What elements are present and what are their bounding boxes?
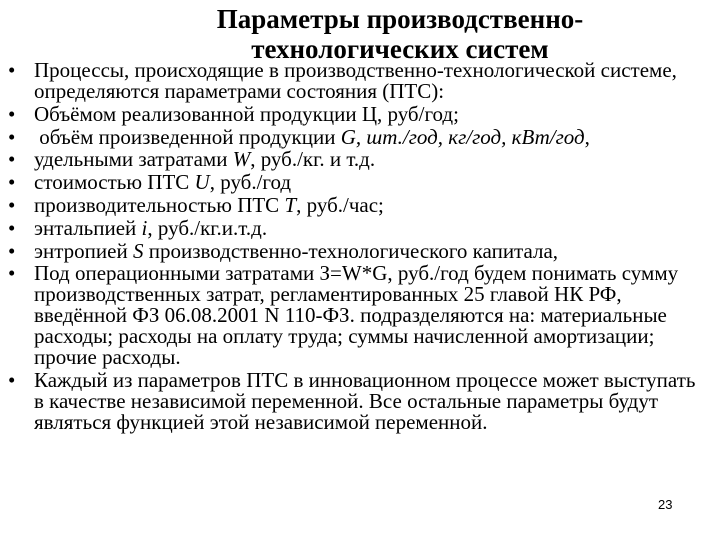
item-text: , руб./кг.и.т.д.	[147, 215, 268, 240]
list-item	[8, 370, 708, 433]
item-text: объём произведенной продукции	[34, 124, 341, 149]
list-item	[8, 124, 708, 149]
bullet-icon: •	[8, 368, 16, 393]
title-line-1: Параметры производственно-	[216, 4, 584, 34]
bullet-icon: •	[8, 215, 16, 240]
item-emphasis: Т	[284, 192, 297, 217]
item-text: , руб./час;	[296, 192, 384, 217]
item-text: Объёмом реализованной продукции Ц, руб/год;	[34, 101, 459, 126]
list-item	[8, 238, 708, 263]
item-text: производительностью ПТС	[34, 192, 285, 217]
bullet-icon: •	[8, 124, 16, 149]
slide-title	[120, 4, 680, 64]
list-item	[8, 60, 708, 102]
title-line-2: технологических систем	[251, 34, 549, 64]
bullet-icon: •	[8, 192, 16, 217]
item-emphasis: G, шт./год, кг/год, кВт/год	[340, 124, 585, 149]
list-item	[8, 215, 708, 240]
bullet-icon: •	[8, 238, 16, 263]
item-emphasis: W	[232, 147, 251, 172]
item-text: энтальпией	[34, 215, 142, 240]
bullet-icon: •	[8, 58, 16, 82]
item-text: стоимостью ПТС	[34, 170, 195, 195]
item-text: , руб./кг. и т.д.	[250, 147, 376, 172]
item-text: Каждый из параметров ПТС в инновационном процессе может выступать в качестве независимой переменной. Все остальные параметры будут являться функцией этой независимой переменной.	[34, 368, 696, 435]
item-text: ,	[584, 124, 590, 149]
item-text: Процессы, происходящие в производственно-технологической системе, определяются параметрами состояния (ПТС):	[34, 58, 677, 103]
item-emphasis: S	[132, 238, 144, 263]
item-text: производственно-технологического капитала,	[143, 238, 559, 263]
item-text: энтропией	[34, 238, 133, 263]
item-emphasis: U	[194, 170, 210, 195]
bullet-icon: •	[8, 101, 16, 126]
bullet-icon: •	[8, 147, 16, 172]
item-text: , руб./год	[209, 170, 292, 195]
list-item	[8, 149, 708, 170]
list-item	[8, 101, 708, 126]
list-item	[8, 172, 708, 193]
list-item	[8, 192, 708, 217]
bullet-list	[8, 60, 708, 435]
list-item	[8, 263, 708, 368]
item-text: удельными затратами	[34, 147, 233, 172]
item-emphasis: i	[141, 215, 148, 240]
item-text: Под операционными затратами З=W*G, руб./год будем понимать сумму производственных затрат, регламентированных 25 главой НК РФ, введённой ФЗ 06.08.2001 N 110-ФЗ. подразделяются на: материальные расходы; расходы на оплату труда; суммы начисленной амортизации; прочие расходы.	[34, 261, 679, 370]
page-number: 23	[658, 497, 673, 512]
bullet-icon: •	[8, 261, 16, 286]
bullet-icon: •	[8, 170, 16, 195]
